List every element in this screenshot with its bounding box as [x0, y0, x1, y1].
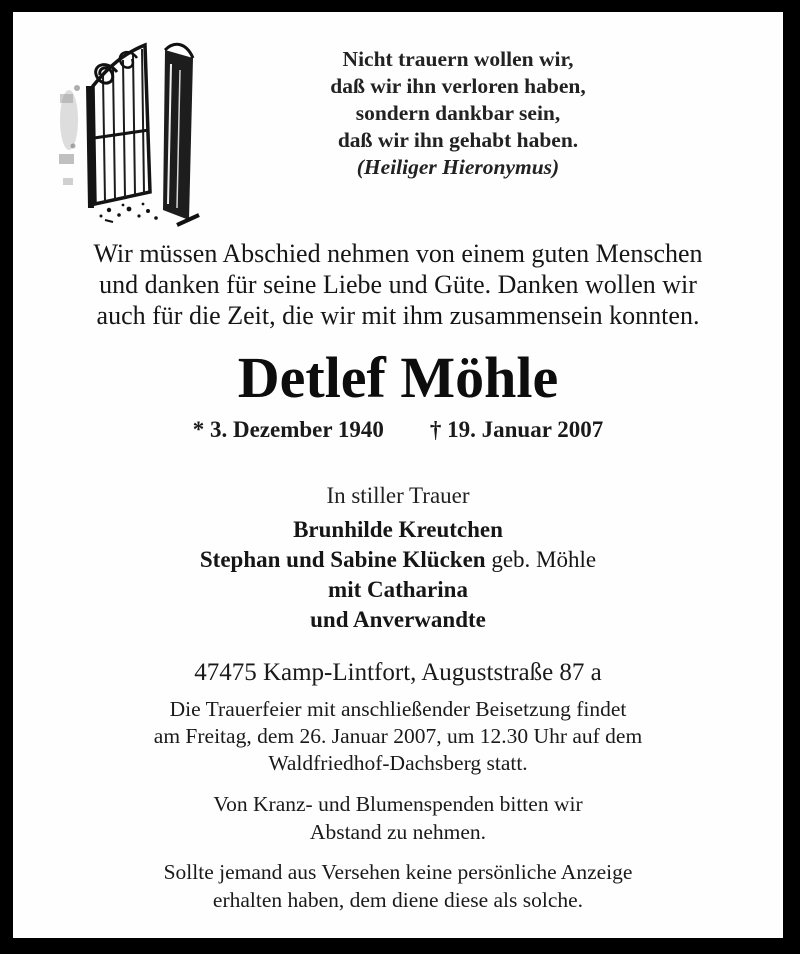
- funeral-details: [13, 696, 783, 777]
- verse-line: Nicht trauern wollen wir,: [342, 47, 574, 71]
- mourner-name: Brunhilde Kreutchen: [293, 517, 503, 542]
- farewell-line: auch für die Zeit, die wir mit ihm zusammensein konnten.: [96, 301, 700, 330]
- flowers-line: Von Kranz- und Blumenspenden bitten wir: [213, 792, 583, 816]
- mourner-line: [13, 515, 783, 545]
- notice-disclaimer: [13, 858, 783, 914]
- mourners-list: [13, 515, 783, 635]
- notice-header: [13, 12, 783, 226]
- verse-line: daß wir ihn gehabt haben.: [337, 128, 579, 152]
- life-dates: [13, 417, 783, 443]
- farewell-text: [13, 238, 783, 331]
- open-gate-icon: [53, 28, 221, 228]
- mourner-line: [13, 605, 783, 635]
- farewell-line: und danken für seine Liebe und Güte. Danken wollen wir: [99, 270, 697, 299]
- death-date: † 19. Januar 2007: [429, 417, 604, 442]
- verse-attribution: (Heiliger Hieronymus): [356, 155, 560, 179]
- flowers-request: [13, 790, 783, 846]
- funeral-line: Waldfriedhof-Dachsberg statt.: [268, 751, 528, 775]
- family-address: 47475 Kamp-Lintfort, Auguststraße 87 a: [194, 659, 602, 686]
- deceased-name: Detlef Möhle: [237, 345, 559, 410]
- mourner-line: [13, 545, 783, 575]
- verse-line: daß wir ihn verloren haben,: [330, 74, 586, 98]
- flowers-line: Abstand zu nehmen.: [309, 820, 487, 844]
- disclaimer-line: Sollte jemand aus Versehen keine persönliche Anzeige: [163, 860, 633, 884]
- mourner-name: Stephan und Sabine Klücken: [199, 547, 486, 572]
- farewell-line: Wir müssen Abschied nehmen von einem guten Menschen: [93, 239, 703, 268]
- birth-date: * 3. Dezember 1940: [192, 417, 384, 442]
- disclaimer-line: erhalten haben, dem diene diese als solche.: [212, 888, 584, 912]
- mourner-name: und Anverwandte: [310, 607, 486, 632]
- mourner-name: mit Catharina: [328, 577, 468, 602]
- verse-line: sondern dankbar sein,: [355, 101, 561, 125]
- mourning-heading: In stiller Trauer: [326, 483, 470, 508]
- mourner-line: [13, 575, 783, 605]
- funeral-line: am Freitag, dem 26. Januar 2007, um 12.30 Uhr auf dem: [153, 724, 643, 748]
- mourner-suffix: geb. Möhle: [485, 547, 597, 572]
- funeral-line: Die Trauerfeier mit anschließender Beisetzung findet: [169, 697, 627, 721]
